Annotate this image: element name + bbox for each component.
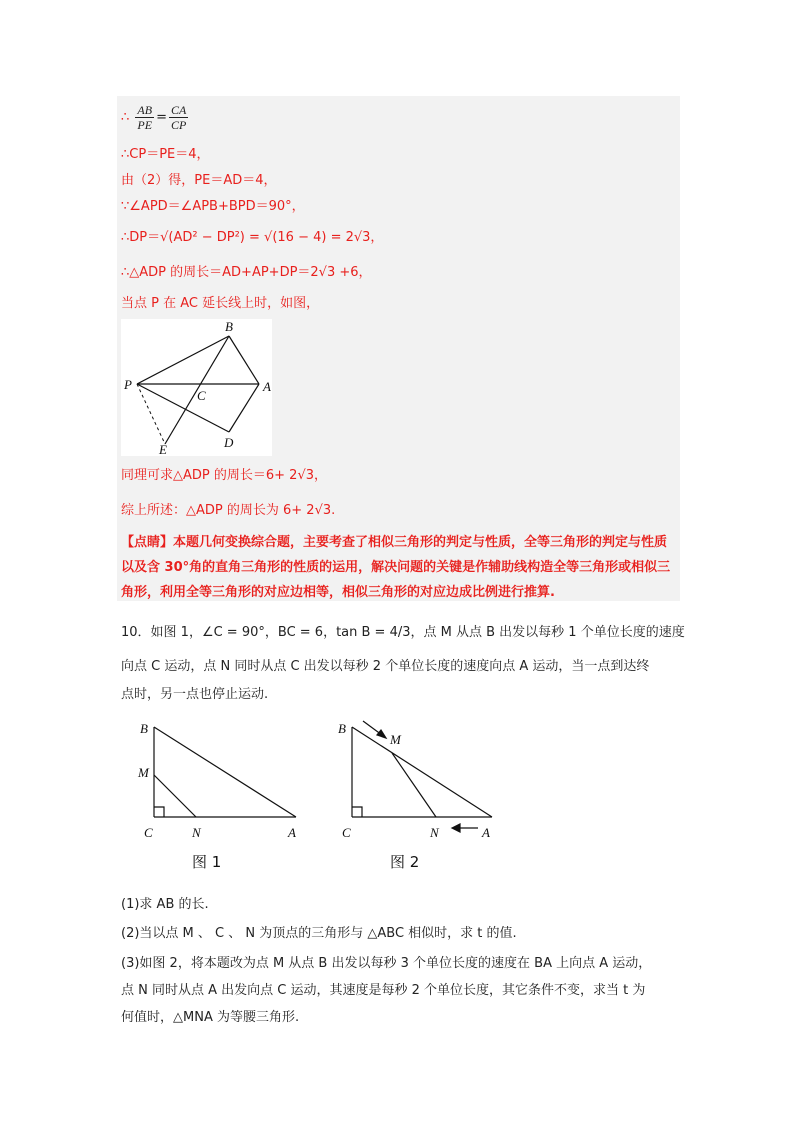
part-1: (1)求 AB 的长.	[121, 897, 209, 912]
solution-line-8: 同理可求△ADP 的周长＝6+ 2√3，	[121, 468, 327, 483]
fig1-label-M: M	[138, 765, 149, 780]
figure-1	[130, 715, 310, 875]
fig2-label-B: B	[338, 721, 346, 736]
fig1-label-B: B	[140, 721, 148, 736]
fig2-label-N: N	[430, 825, 439, 840]
label-E: E	[159, 442, 167, 456]
solution-line-3: 由（2）得，PE＝AD＝4，	[121, 173, 277, 188]
label-C: C	[197, 388, 206, 403]
solution-line-6: ∴△ADP 的周长＝AD+AP+DP＝2√3 +6，	[121, 265, 372, 280]
solution-line-5: ∴DP＝√(AD² − DP²) = √(16 − 4) = 2√3，	[121, 230, 384, 245]
fig1-label-A: A	[288, 825, 296, 840]
question-line-2: 向点 C 运动，点 N 同时从点 C 出发以每秒 2 个单位长度的速度向点 A 运动，当一点到达终	[121, 659, 650, 674]
comment-block: 【点睛】本题几何变换综合题，主要考查了相似三角形的判定与性质，全等三角形的判定与性质以及含 30°角的直角三角形的性质的运用，解决问题的关键是作辅助线构造全等三角形或相似三角形，利用全等三角形的对应边相等，相似三角形的对应边成比例进行推算.	[121, 535, 671, 600]
solution-ratio-line: ∴ $\frac{AB}{PE}$ = $\frac{CA}{CP}$	[121, 103, 187, 132]
part-3-line-3: 何值时，△MNA 为等腰三角形.	[121, 1010, 300, 1025]
part-2: (2)当以点 M 、 C 、 N 为顶点的三角形与 △ABC 相似时，求 t 的值.	[121, 926, 517, 941]
part-3-line-2: 点 N 同时从点 A 出发向点 C 运动，其速度是每秒 2 个单位长度，其它条件不变，求当 t 为	[121, 983, 646, 998]
fig2-label-C: C	[342, 825, 351, 840]
fig2-caption: 图 2	[390, 853, 420, 871]
figure-pcad	[121, 319, 272, 456]
label-D: D	[224, 435, 234, 450]
solution-line-7: 当点 P 在 AC 延长线上时，如图，	[121, 296, 320, 311]
solution-line-2: ∴CP＝PE＝4，	[121, 147, 210, 162]
question-line-1: 10．如图 1，∠C = 90°，BC = 6，tan B = 4/3，点 M 从点 B 出发以每秒 1 个单位长度的速度	[121, 625, 685, 640]
fig2-label-M: M	[390, 732, 401, 747]
part-3-line-1: (3)如图 2，将本题改为点 M 从点 B 出发以每秒 3 个单位长度的速度在 BA 上向点 A 运动，	[121, 956, 652, 971]
fig1-label-N: N	[192, 825, 201, 840]
label-B: B	[225, 319, 233, 334]
fig2-label-A: A	[482, 825, 490, 840]
label-P: P	[124, 377, 132, 392]
figure-2	[330, 715, 510, 875]
label-A: A	[263, 379, 271, 394]
fig1-caption: 图 1	[192, 853, 222, 871]
question-line-3: 点时，另一点也停止运动.	[121, 687, 269, 702]
solution-line-4: ∵∠APD＝∠APB+BPD＝90°，	[121, 199, 305, 214]
fig1-label-C: C	[144, 825, 153, 840]
solution-line-9: 综上所述：△ADP 的周长为 6+ 2√3.	[121, 503, 336, 518]
